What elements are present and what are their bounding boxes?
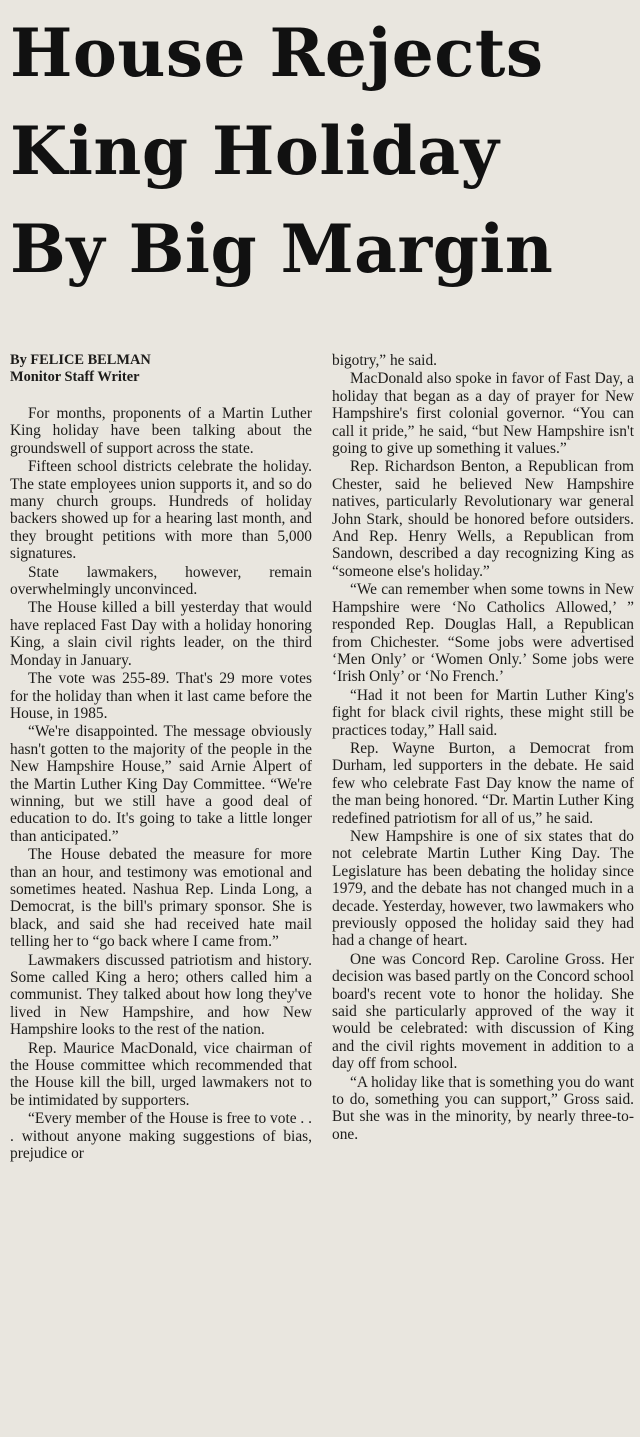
paragraph: The House debated the measure for more than an hour, and testimony was emotional and sometimes heated. Nashua Rep. Linda Long, a Democrat, is the bill's primary sponsor. She is black, and said she had received hate mail telling her to “go back where I came from.” (10, 846, 312, 951)
byline-role: Monitor Staff Writer (10, 368, 140, 385)
byline-author: By FELICE BELMAN (10, 352, 151, 368)
paragraph: “We can remember when some towns in New Hampshire were ‘No Catholics Allowed,’ ” responded Rep. Douglas Hall, a Republican from Chichester. “Some jobs were advertised ‘Men Only’ or ‘Women Only.’ Some jobs were ‘Irish Only’ or ‘No French.’ (332, 581, 634, 686)
paragraph: Rep. Maurice MacDonald, vice chairman of the House committee which recommended that the House kill the bill, urged lawmakers not to be intimidated by supporters. (10, 1039, 312, 1109)
article-body (10, 352, 634, 1432)
paragraph: Lawmakers discussed patriotism and history. Some called King a hero; others called him a communist. They talked about how long they've lived in New Hampshire, and how New Hampshire looks to the rest of the nation. (10, 951, 312, 1039)
paragraph: “Had it not been for Martin Luther King's fight for black civil rights, these might still be practices today,” Hall said. (332, 686, 634, 739)
paragraph: One was Concord Rep. Caroline Gross. Her decision was based partly on the Concord school board's recent vote to honor the holiday. She said she particularly approved of the way it would be celebrated: with discussion of King and the civil rights movement in addition to a day off from school. (332, 950, 634, 1073)
paragraph: For months, proponents of a Martin Luther King holiday have been talking about the groundswell of support across the state. (10, 405, 312, 457)
paragraph: New Hampshire is one of six states that do not celebrate Martin Luther King Day. The Legislature has been debating the holiday since 1979, and the debate has not changed much in a decade. Yesterday, however, two lawmakers who previously opposed the holiday said they had had a change of heart. (332, 827, 634, 950)
article-column-left (10, 352, 312, 1432)
paragraph: “We're disappointed. The message obviously hasn't gotten to the majority of the people in the New Hampshire House,” said Arnie Alpert of the Martin Luther King Day Committee. “We're winning, but we still have a good deal of education to do. It's going to take a little longer than anticipated.” (10, 723, 312, 845)
paragraph: MacDonald also spoke in favor of Fast Day, a holiday that began as a day of prayer for New Hampshire's first colonial governor. “You can call it pride,” he said, “but New Hampshire isn't going to give up something it values.” (332, 370, 634, 458)
paragraph: The vote was 255-89. That's 29 more votes for the holiday than when it last came before the House, in 1985. (10, 670, 312, 722)
byline (10, 352, 312, 385)
paragraph: Rep. Wayne Burton, a Democrat from Durham, led supporters in the debate. He said few who celebrate Fast Day know the name of the man being honored. “Dr. Martin Luther King redefined patriotism for all of us,” he said. (332, 739, 634, 827)
paragraph: State lawmakers, however, remain overwhelmingly unconvinced. (10, 563, 312, 599)
headline (10, 4, 632, 298)
headline-line-2: King Holiday (10, 112, 500, 190)
article-column-right (332, 352, 634, 1432)
paragraph: Rep. Richardson Benton, a Republican from Chester, said he believed New Hampshire natives, particularly Revolutionary war general John Stark, should be honored before outsiders. And Rep. Henry Wells, a Republican from Sandown, described a day recognizing King as “someone else's holiday.” (332, 458, 634, 580)
paragraph: “A holiday like that is something you do want to do, something you can support,” Gross said. But she was in the minority, by nearly three-to-one. (332, 1073, 634, 1143)
paragraph: Fifteen school districts celebrate the holiday. The state employees union supports it, and so do many church groups. Hundreds of holiday backers showed up for a hearing last month, and they brought petitions with more than 5,000 signatures. (10, 458, 312, 563)
headline-line-1: House Rejects (10, 14, 544, 92)
headline-line-3: By Big Margin (10, 210, 554, 288)
paragraph: “Every member of the House is free to vote . . . without anyone making suggestions of bias, prejudice or (10, 1110, 312, 1163)
paragraph-continuation: bigotry,” he said. (332, 352, 437, 369)
paragraph: The House killed a bill yesterday that would have replaced Fast Day with a holiday honoring King, a slain civil rights leader, on the third Monday in January. (10, 599, 312, 669)
